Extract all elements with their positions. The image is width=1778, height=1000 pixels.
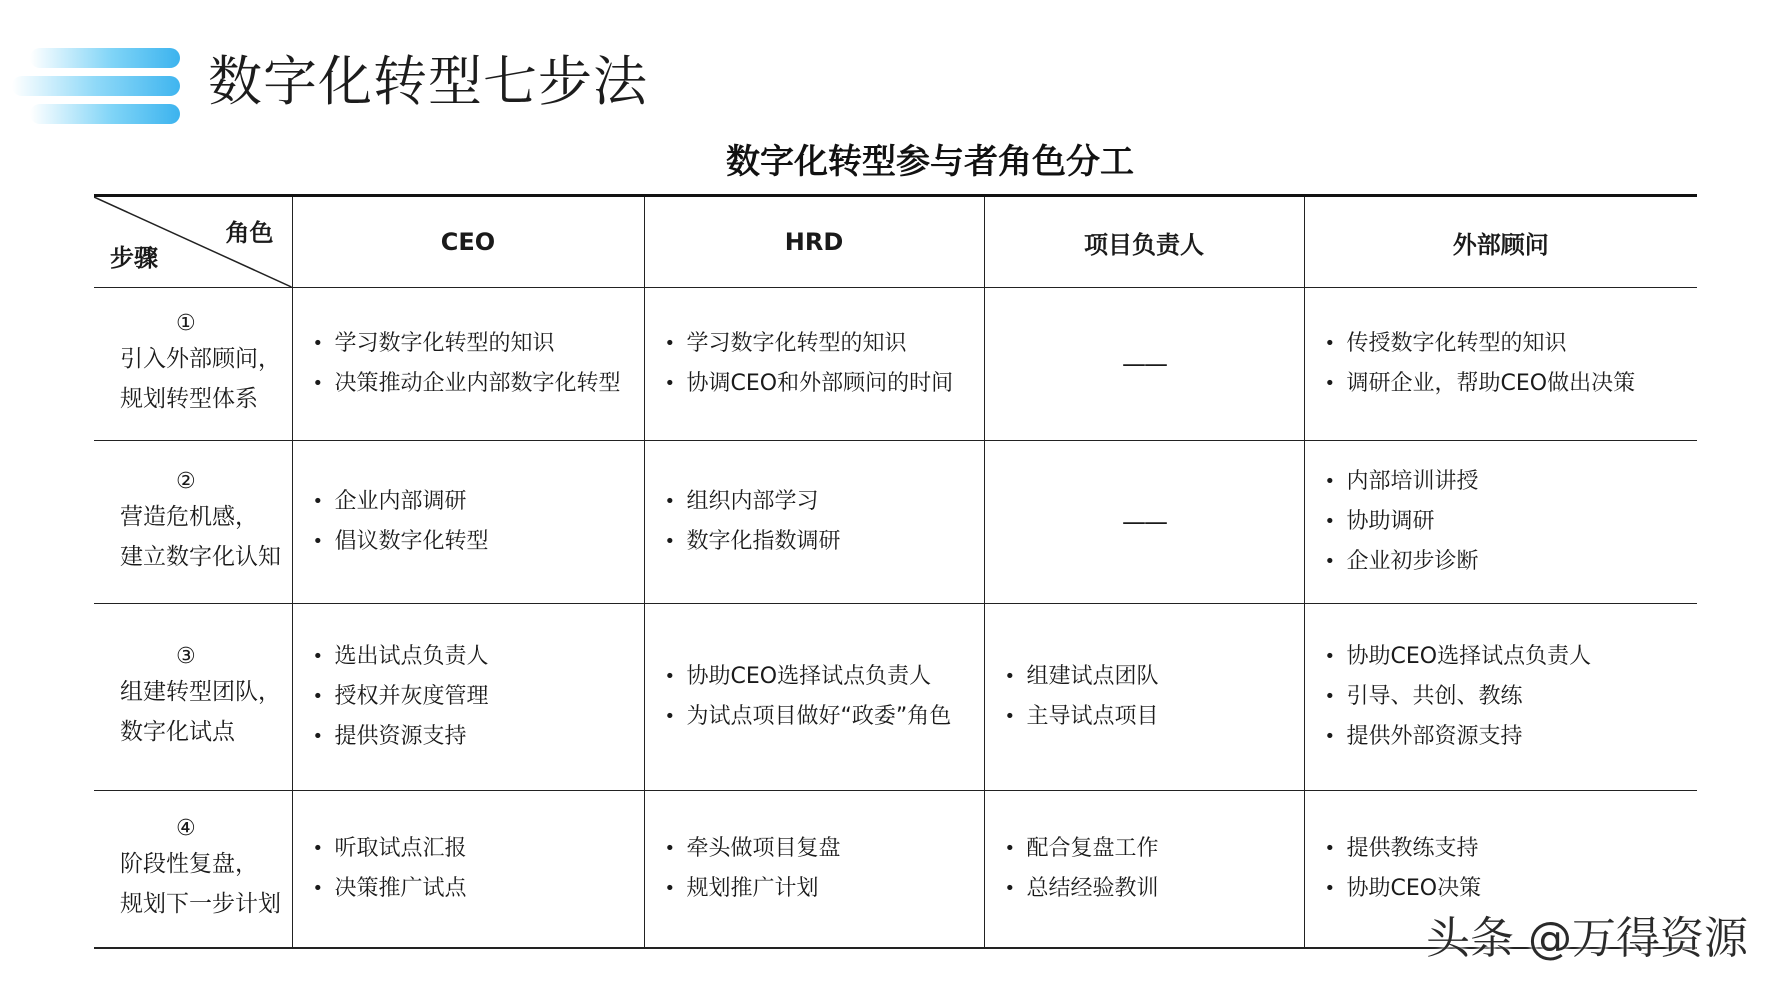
step-text: 规划转型体系 [120, 386, 258, 412]
step-number: ④ [176, 816, 196, 841]
hrd-cell [644, 791, 984, 949]
column-header-ceo: CEO [292, 196, 644, 288]
step-text: 建立数字化认知 [120, 544, 281, 570]
list-item: • 提供资源支持 [313, 717, 644, 757]
list-item: • 提供教练支持 [1325, 829, 1698, 869]
list-item: • 规划推广计划 [665, 869, 984, 909]
column-header-hrd: HRD [644, 196, 984, 288]
list-item: • 内部培训讲授 [1325, 462, 1698, 502]
step-cell [94, 604, 292, 791]
step-cell [94, 791, 292, 949]
roles-table [94, 194, 1697, 949]
list-item: • 协助CEO选择试点负责人 [665, 657, 984, 697]
list-item: • 为试点项目做好“政委”角色 [665, 697, 984, 737]
list-item: • 授权并灰度管理 [313, 677, 644, 717]
step-text: 组建转型团队， [120, 679, 281, 705]
table-header-row [94, 196, 1697, 288]
list-item: • 牵头做项目复盘 [665, 829, 984, 869]
list-item: • 学习数字化转型的知识 [665, 324, 984, 364]
consultant-cell [1304, 288, 1697, 441]
list-item: • 协助CEO决策 [1325, 869, 1698, 909]
list-item: • 组建试点团队 [1005, 657, 1304, 697]
step-cell [94, 288, 292, 441]
empty-dash: —— [1122, 508, 1166, 536]
watermark: 头条 @万得资源 [1426, 913, 1748, 964]
list-item: • 配合复盘工作 [1005, 829, 1304, 869]
corner-role-label: 角色 [225, 219, 274, 247]
list-item: • 听取试点汇报 [313, 829, 644, 869]
project-lead-cell [984, 441, 1304, 604]
decoration-bar [12, 76, 180, 96]
corner-header-cell [94, 196, 292, 288]
step-text: 营造危机感， [120, 504, 258, 530]
empty-dash: —— [1122, 350, 1166, 378]
list-item: • 选出试点负责人 [313, 637, 644, 677]
consultant-cell [1304, 441, 1697, 604]
step-text: 引入外部顾问， [120, 346, 281, 372]
list-item: • 数字化指数调研 [665, 522, 984, 562]
list-item: • 学习数字化转型的知识 [313, 324, 644, 364]
step-text: 阶段性复盘， [120, 851, 258, 877]
consultant-cell [1304, 604, 1697, 791]
page-title: 数字化转型七步法 [208, 50, 648, 113]
project-lead-cell [984, 791, 1304, 949]
list-item: • 企业内部调研 [313, 482, 644, 522]
hrd-cell [644, 441, 984, 604]
column-header-project-lead: 项目负责人 [984, 196, 1304, 288]
hrd-cell [644, 604, 984, 791]
list-item: • 提供外部资源支持 [1325, 717, 1698, 757]
ceo-cell [292, 791, 644, 949]
table-row [94, 441, 1697, 604]
decoration-bar [30, 48, 180, 68]
step-number: ① [176, 311, 196, 336]
list-item: • 总结经验教训 [1005, 869, 1304, 909]
table-row [94, 288, 1697, 441]
list-item: • 调研企业，帮助CEO做出决策 [1325, 364, 1698, 404]
step-number: ③ [176, 644, 196, 669]
ceo-cell [292, 441, 644, 604]
header-decoration [0, 44, 180, 128]
step-number: ② [176, 469, 196, 494]
step-text: 数字化试点 [120, 719, 235, 745]
list-item: • 决策推动企业内部数字化转型 [313, 364, 644, 404]
hrd-cell [644, 288, 984, 441]
list-item: • 组织内部学习 [665, 482, 984, 522]
ceo-cell [292, 604, 644, 791]
list-item: • 协调CEO和外部顾问的时间 [665, 364, 984, 404]
list-item: • 倡议数字化转型 [313, 522, 644, 562]
table-row [94, 604, 1697, 791]
step-cell [94, 441, 292, 604]
column-header-consultant: 外部顾问 [1304, 196, 1697, 288]
list-item: • 引导、共创、教练 [1325, 677, 1698, 717]
list-item: • 决策推广试点 [313, 869, 644, 909]
list-item: • 传授数字化转型的知识 [1325, 324, 1698, 364]
project-lead-cell [984, 604, 1304, 791]
step-text: 规划下一步计划 [120, 891, 281, 917]
list-item: • 企业初步诊断 [1325, 542, 1698, 582]
project-lead-cell [984, 288, 1304, 441]
table-title: 数字化转型参与者角色分工 [726, 142, 1134, 182]
decoration-bar [30, 104, 180, 124]
ceo-cell [292, 288, 644, 441]
corner-step-label: 步骤 [110, 244, 158, 272]
list-item: • 主导试点项目 [1005, 697, 1304, 737]
list-item: • 协助调研 [1325, 502, 1698, 542]
list-item: • 协助CEO选择试点负责人 [1325, 637, 1698, 677]
